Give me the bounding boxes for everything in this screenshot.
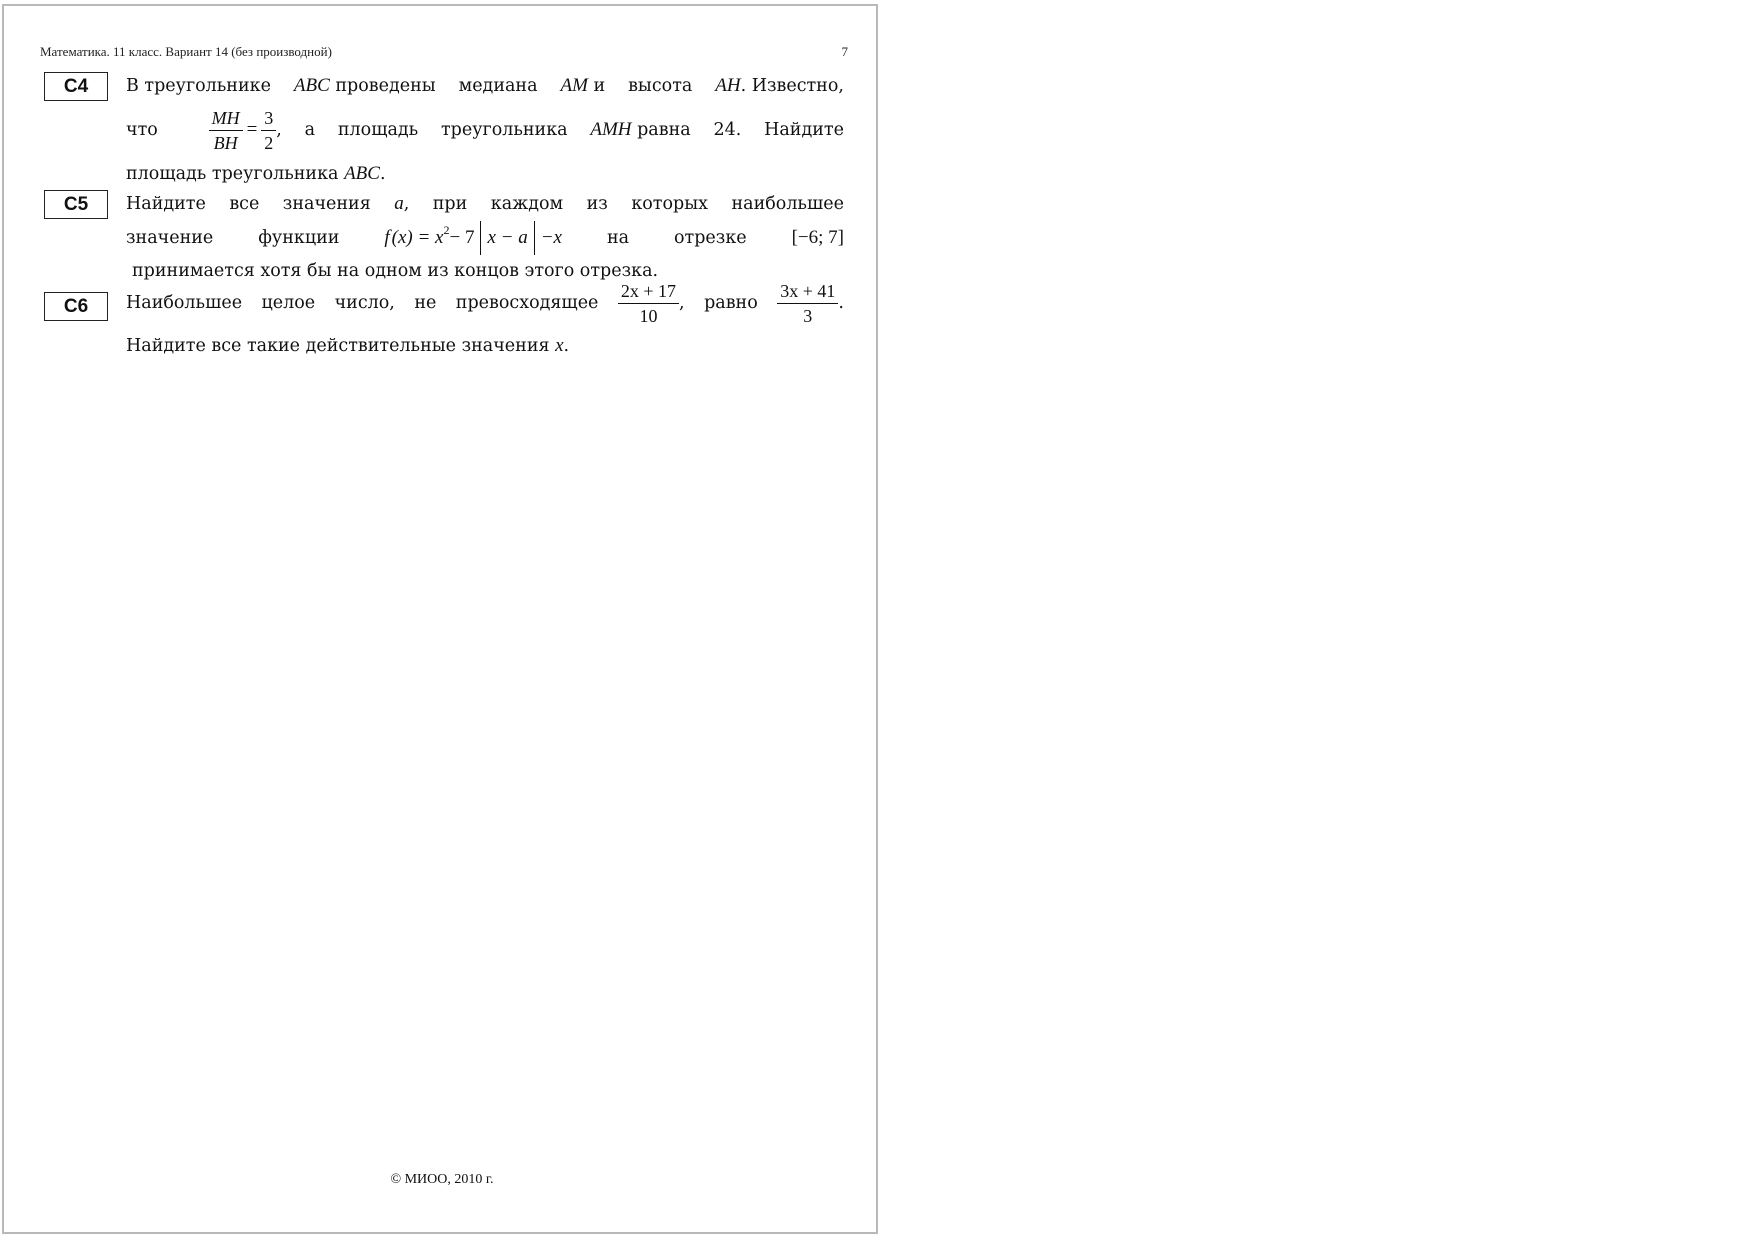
fraction-3x41-3 — [777, 279, 838, 328]
word: , — [403, 194, 410, 214]
word: 24. — [713, 120, 742, 140]
formula-part: (x) = x — [391, 227, 444, 248]
task-label: С6 — [44, 292, 108, 321]
fraction-denominator: 3 — [803, 305, 813, 326]
variable: a — [394, 193, 404, 214]
word: а — [304, 120, 316, 140]
page-number: 7 — [841, 44, 848, 59]
page-footer — [4, 1172, 880, 1188]
text-line — [126, 158, 844, 190]
word: . — [838, 293, 844, 313]
header-title: Математика. 11 класс. Вариант 14 (без производной) — [40, 44, 332, 59]
word-group — [294, 70, 436, 102]
word: число, — [334, 293, 395, 313]
word: . — [379, 164, 386, 184]
word: целое — [261, 293, 316, 313]
word: проведены — [335, 76, 436, 96]
word: площадь треугольника — [126, 164, 339, 184]
word: площадь — [337, 120, 419, 140]
word-group — [560, 70, 605, 102]
fraction-numerator: MH — [209, 106, 243, 131]
word: не — [414, 293, 437, 313]
word: Найдите — [126, 194, 206, 214]
word: медиана — [458, 76, 538, 96]
word: на — [606, 228, 630, 248]
word: . Известно, — [740, 76, 844, 96]
word-group — [590, 114, 690, 146]
word: В треугольнике — [126, 76, 271, 96]
document-page — [2, 4, 878, 1234]
word: значения — [282, 194, 371, 214]
fraction-denominator: 10 — [639, 305, 658, 326]
fraction-denominator: BH — [213, 132, 238, 153]
function-name: f — [384, 227, 390, 248]
word: принимается хотя бы на одном из концов этого отрезка. — [132, 261, 659, 281]
word-group — [126, 158, 386, 190]
word: треугольника — [440, 120, 568, 140]
word: . — [563, 336, 570, 356]
exponent: 2 — [443, 223, 450, 237]
word: Наибольшее — [126, 293, 243, 313]
task-label: С4 — [44, 72, 108, 101]
fraction-denominator: 2 — [264, 132, 274, 153]
word-group — [394, 188, 409, 220]
variable: ABC — [344, 163, 380, 184]
page-header — [40, 44, 848, 60]
word: и — [593, 76, 606, 96]
fraction-group — [777, 279, 844, 328]
word: которых — [631, 194, 709, 214]
variable: AM — [560, 75, 588, 96]
text-line — [126, 102, 844, 158]
formula-part: x − a — [487, 227, 528, 248]
abs-bar-right — [534, 221, 535, 255]
text-line — [126, 276, 844, 330]
word: превосходящее — [455, 293, 599, 313]
text-line — [126, 330, 844, 362]
text-line — [126, 188, 844, 220]
word: значение — [126, 228, 214, 248]
equals-sign: = — [246, 119, 258, 140]
word: , — [276, 120, 282, 140]
function-formula — [384, 221, 562, 255]
word: все — [229, 194, 260, 214]
word: Найдите — [764, 120, 844, 140]
word: высота — [628, 76, 693, 96]
text-line — [126, 70, 844, 102]
variable: x — [555, 335, 564, 356]
text-line — [126, 220, 844, 256]
word: равна — [637, 120, 691, 140]
word: равно — [704, 293, 758, 313]
interval: [−6; 7] — [791, 227, 844, 248]
variable: AMH — [590, 119, 632, 140]
word-group — [126, 330, 569, 362]
fraction-2x17-10 — [618, 279, 679, 328]
word-group — [715, 70, 844, 102]
variable: AH — [715, 75, 741, 96]
task-text — [126, 70, 844, 190]
word: из — [586, 194, 608, 214]
task-label: С5 — [44, 190, 108, 219]
abs-bar-left — [480, 221, 481, 255]
task-text — [126, 188, 844, 286]
fraction-3-2 — [261, 106, 276, 155]
fraction-mh-bh — [209, 106, 243, 155]
word: Найдите все такие действительные значения — [126, 336, 550, 356]
formula-part: − 7 — [449, 227, 475, 248]
word: каждом — [490, 194, 564, 214]
word: , — [679, 293, 685, 313]
word: отрезке — [674, 228, 747, 248]
fraction-numerator: 3 — [261, 106, 276, 131]
fraction-group — [618, 279, 685, 328]
task-text — [126, 276, 844, 362]
ratio-expression — [181, 106, 282, 155]
word: при — [432, 194, 468, 214]
word: что — [126, 120, 158, 140]
variable: ABC — [293, 75, 330, 96]
fraction-numerator: 3x + 41 — [777, 279, 838, 304]
formula-part: −x — [540, 227, 562, 248]
word: функции — [258, 228, 340, 248]
word: наибольшее — [731, 194, 844, 214]
copyright: © МИОО, 2010 г. — [390, 1172, 494, 1187]
fraction-numerator: 2x + 17 — [618, 279, 679, 304]
